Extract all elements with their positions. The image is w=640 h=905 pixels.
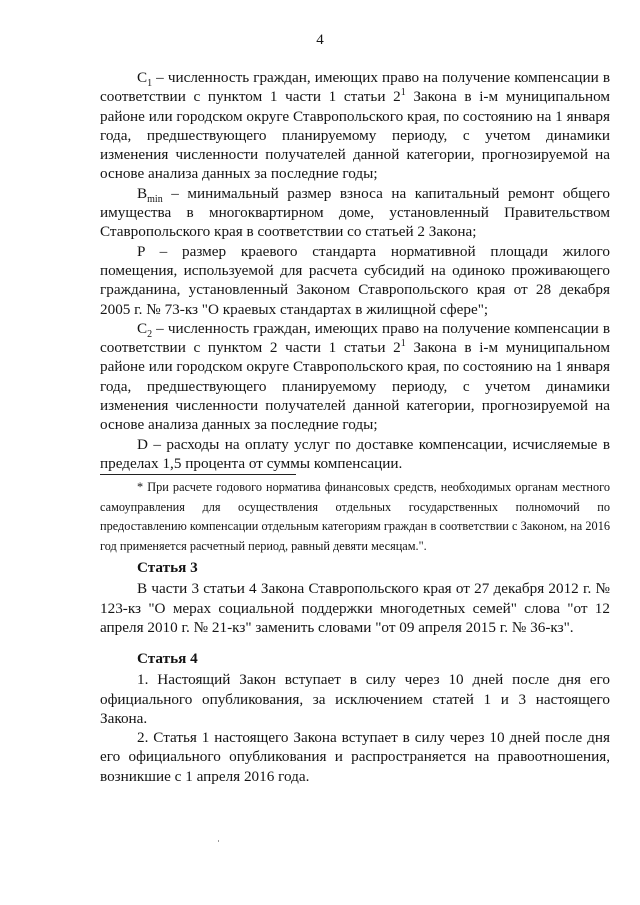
article-4 <box>100 649 610 786</box>
article-superscript: 1 <box>400 338 406 350</box>
symbol-subscript: min <box>147 193 163 205</box>
article-4-heading: Статья 4 <box>137 650 198 667</box>
symbol-c2 <box>137 319 153 340</box>
symbol-subscript: 1 <box>147 78 153 90</box>
article-3-paragraph: В части 3 статьи 4 Закона Ставропольского края от 27 декабря 2012 г. № 123-кз "О мерах социальной поддержки многодетных семей" слова "от 12 апреля 2010 г. № 21-кз" заменить словами "от 09 апреля 2015 г. № 36-кз". <box>100 580 610 636</box>
definition-text-continued: Закона в i-м муниципальном районе или городском округе Ставропольского края, по состоянию на 1 января года, предшествующего планируемому периоду, с учетом динамики изменения численности получателей данной категории, прогнозируемой на основе анализа данных за последние годы; <box>100 88 610 183</box>
symbol-letter: C <box>137 69 148 86</box>
symbol-c1 <box>137 69 153 90</box>
footnote: * При расчете годового норматива финансовых средств, необходимых органам местного самоуправления для осуществления отдельных государственных полномочий по предоставлению компенсации отдельным категориям граждан в соответствии с Законом, на 2016 год применяется расчетный период, равный девяти месяцам.". <box>100 480 610 553</box>
article-3 <box>100 558 610 637</box>
definition-bmin <box>100 184 610 242</box>
page-number: 4 <box>316 32 324 48</box>
footnote-divider <box>100 474 296 475</box>
definition-c1 <box>100 68 610 184</box>
definition-text: – численность граждан, имеющих право на получение компенсации в соответствии с пунктом 1 части 1 статьи 2 <box>100 69 610 106</box>
symbol-subscript: 2 <box>147 328 153 340</box>
symbol-bmin <box>137 184 163 205</box>
article-superscript: 1 <box>400 87 406 99</box>
symbol-letter: C <box>137 319 148 337</box>
scan-speck <box>218 840 219 842</box>
article-4-paragraph-2: 2. Статья 1 настоящего Закона вступает в силу через 10 дней после дня его официального опубликования и распространяется на правоотношения, возникшие с 1 апреля 2016 года. <box>100 729 610 785</box>
definition-d: D – расходы на оплату услуг по доставке компенсации, исчисляемые в пределах 1,5 процента от суммы компенсации. <box>100 435 610 472</box>
definition-text-continued: Закона в i-м муниципальном районе или городском округе Ставропольского края, по состоянию на 1 января года, предшествующего планируемому периоду, с учетом динамики изменения численности получателей данной категории, прогнозируемой на основе анализа данных за последние годы; <box>100 339 610 434</box>
definition-text: – минимальный размер взноса на капитальный ремонт общего имущества в многоквартирном доме, установленный Правительством Ставропольского края в соответствии со статьей 2 Закона; <box>100 184 610 241</box>
formula-definitions <box>100 68 610 473</box>
symbol-letter: B <box>137 184 148 202</box>
definition-p: P – размер краевого стандарта нормативной площади жилого помещения, используемой для расчета субсидий на одиноко проживающего гражданина, установленный Законом Ставропольского края от 28 декабря 2005 г. № 73-кз "О краевых стандартах в жилищной сфере"; <box>100 242 610 318</box>
article-3-heading: Статья 3 <box>137 559 198 576</box>
definition-c2 <box>100 319 610 435</box>
article-4-paragraph-1: 1. Настоящий Закон вступает в силу через 10 дней после дня его официального опубликования, за исключением статей 1 и 3 настоящего Закона. <box>100 671 610 727</box>
definition-text: – численность граждан, имеющих право на получение компенсации в соответствии с пунктом 2 части 1 статьи 2 <box>100 319 610 357</box>
